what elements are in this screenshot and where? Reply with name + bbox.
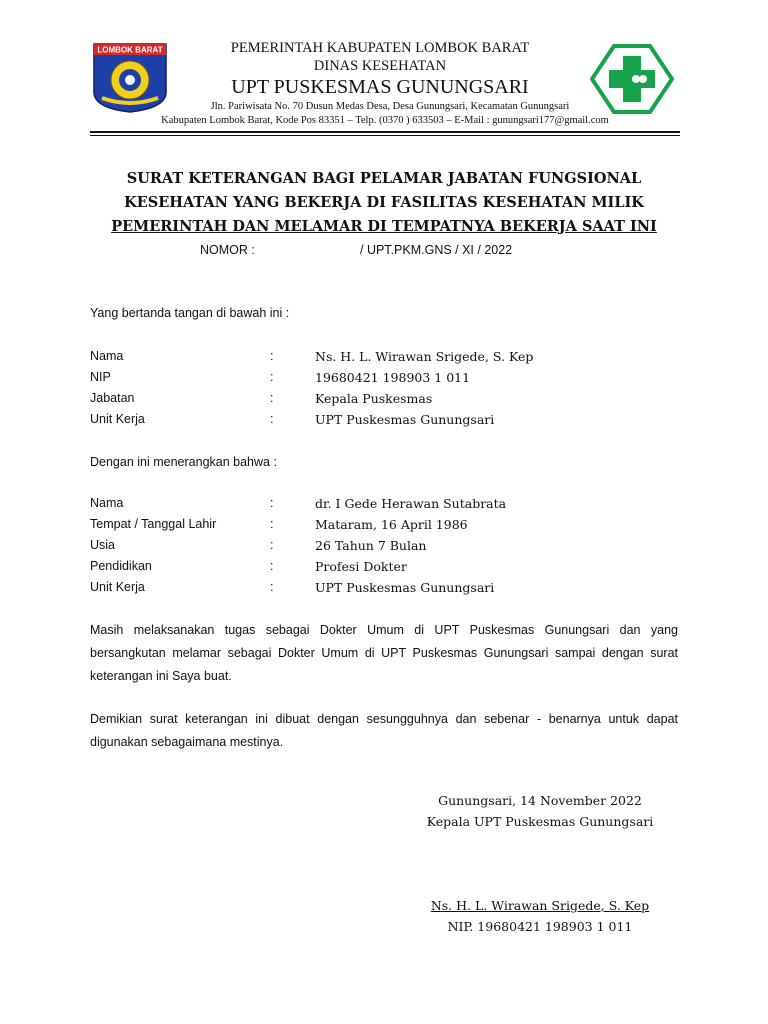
signature-position: Kepala UPT Puskesmas Gunungsari (426, 814, 654, 829)
header-government: PEMERINTAH KABUPATEN LOMBOK BARAT (230, 40, 530, 56)
nomor-value: / UPT.PKM.GNS / XI / 2022 (360, 243, 513, 257)
closing-paragraph: Demikian surat keterangan ini dibuat dengan sesungguhnya dan sebenar - benarnya untuk dapat digunakan sebagaimana mestinya. (90, 712, 678, 749)
statement-paragraph: Masih melaksanakan tugas sebagai Dokter Umum di UPT Puskesmas Gunungsari dan yang bersangkutan melamar sebagai Dokter Umum di UPT Puskesmas Gunungsari sampai dengan surat keterangan ini Saya buat. (90, 623, 678, 683)
document-number (200, 243, 513, 257)
document-title-line2: KESEHATAN YANG BEKERJA DI FASILITAS KESEHATAN MILIK (124, 194, 644, 211)
signature-place-date: Gunungsari, 14 November 2022 (438, 793, 642, 808)
subject-row-education: Pendidikan : Profesi Dokter (90, 559, 407, 574)
header-divider-thin (90, 135, 680, 136)
subject-row-age: Usia : 26 Tahun 7 Bulan (90, 538, 427, 553)
lombok-barat-logo (90, 42, 170, 114)
header-address-line2: Kabupaten Lombok Barat, Kode Pos 83351 – Telp. (0370 ) 633503 – E-Mail : gunungsari177@gmail.com (161, 115, 609, 126)
nomor-label: NOMOR : (200, 243, 255, 257)
subject-row-name: Nama : dr. I Gede Herawan Sutabrata (90, 496, 507, 511)
signer-row-position: Jabatan : Kepala Puskesmas (90, 391, 433, 406)
document-title-line3: PEMERINTAH DAN MELAMAR DI TEMPATNYA BEKERJA SAAT INI (111, 218, 657, 235)
subject-intro: Dengan ini menerangkan bahwa : (90, 455, 277, 469)
signer-row-name: Nama : Ns. H. L. Wirawan Srigede, S. Kep (90, 349, 534, 364)
subject-row-birth: Tempat / Tanggal Lahir : Mataram, 16 April 1986 (90, 517, 468, 532)
logo-text: LOMBOK BARAT (97, 45, 163, 55)
header-department: DINAS KESEHATAN (313, 58, 447, 74)
header-divider-thick (90, 131, 680, 133)
header-address-line1: Jln. Pariwisata No. 70 Dusun Medas Desa, Desa Gunungsari, Kecamatan Gunungsari (210, 101, 570, 112)
signer-row-nip: NIP : 19680421 198903 1 011 (90, 370, 471, 385)
subject-row-unit: Unit Kerja : UPT Puskesmas Gunungsari (90, 580, 495, 595)
signature-nip: NIP. 19680421 198903 1 011 (447, 919, 633, 934)
signature-name: Ns. H. L. Wirawan Srigede, S. Kep (430, 898, 650, 913)
header-institution: UPT PUSKESMAS GUNUNGSARI (231, 76, 529, 98)
document-title-line1: SURAT KETERANGAN BAGI PELAMAR JABATAN FUNGSIONAL (126, 170, 642, 187)
signer-intro: Yang bertanda tangan di bawah ini : (90, 306, 290, 320)
signer-row-unit: Unit Kerja : UPT Puskesmas Gunungsari (90, 412, 495, 427)
